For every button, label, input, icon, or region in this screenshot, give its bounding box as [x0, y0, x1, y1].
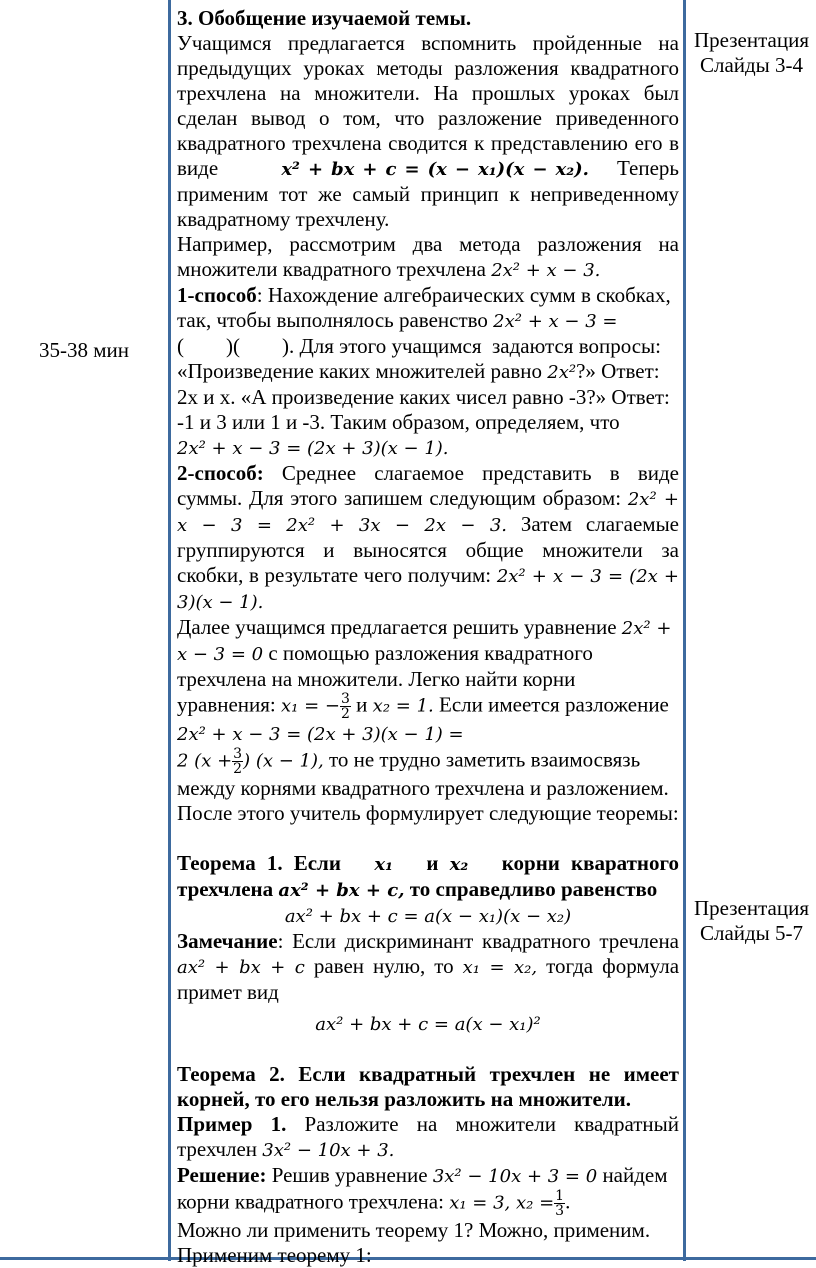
fraction-three-halves-2: $\frac{3}{2}$	[233, 746, 243, 777]
resource-slides-3-4: Презентация Слайды 3-4	[694, 28, 809, 77]
theorem-1-formula: ax² + bx + c = a(x − x₁)(x − x₂)	[284, 906, 572, 927]
content-column	[174, 0, 679, 1268]
theorem-1: Теорема 1. Если x₁ и x₂ корни кваратного трехчлена ax² + bx + c, то справедливо равенство	[177, 851, 680, 901]
fraction-one-third: $\frac{1}{3}$	[555, 1188, 565, 1219]
fraction-three-halves: $\frac{3}{2}$	[341, 691, 350, 722]
example-1: Пример 1. Разложите на множители квадратный трехчлен 3x² − 10x + 3.	[177, 1112, 680, 1161]
theorem-2: Теорема 2. Если квадратный трехчлен не имеет корней, то его нельзя разложить на множители.	[177, 1062, 679, 1111]
paragraph-example: Например, рассмотрим два метода разложения на множители квадратного трехчлена 2x² + x − 3.	[177, 232, 679, 281]
table-border-left-col	[168, 0, 171, 1261]
method-1: 1-способ: Нахождение алгебраических сумм в скобках, так, чтобы выполнялось равенство 2x² + x − 3 = ( )( ). Для этого учащимся задаются вопросы: «Произведение каких множителей равно 2x²?» Ответ: 2x и x. «А произведение каких чисел равно -3?» Ответ: -1 и 3 или 1 и -3. Таким образом, определяем, что 2x² + x − 3 = (2x + 3)(x − 1).	[177, 283, 671, 459]
time-column	[0, 0, 168, 1258]
paragraph-intro: Учащимся предлагается вспомнить пройденные на предыдущих уроках методы разложения квадратного трехчлена на множители. На прошлых уроках был сделан вывод о том, что разложение приведенного квадратного трехчлена сводится к представлению его в виде x² + bx + c = (x − x₁)(x − x₂). Теперь применим тот же самый принцип к неприведенному квадратному трехчлену.	[177, 31, 680, 231]
method-1-result: 2x² + x − 3 = (2x + 3)(x − 1).	[177, 438, 449, 459]
time-cell: 35-38 мин	[38, 338, 129, 362]
method-2: 2-способ: Среднее слагаемое представить в виде суммы. Для этого запишем следующим образом: 2x² + x − 3 = 2x² + 3x − 2x − 3. Затем слагаемые группируются и выносятся общие множители за скобки, в результате чего получим: 2x² + x − 3 = (2x + 3)(x − 1).	[177, 461, 680, 613]
paragraph-equation: Далее учащимся предлагается решить уравнение 2x² + x − 3 = 0 с помощью разложения квадратного трехчлена на множители. Легко найти корни уравнения: x₁ = − $\frac{3}{2}$ и x₂ = 1. Если имеется разложение 2x² + x − 3 = (2x + 3)(x − 1) = 2 (x + $\frac{3}{2}$ ) (x − 1), то не трудно заметить взаимосвязь между корнями квадратного трехчлена и разложением. После этого учитель формулирует следующие теоремы:	[177, 615, 679, 825]
section-title: 3. Обобщение изучаемой темы.	[177, 6, 472, 30]
reduced-trinomial-formula: x² + bx + c = (x − x₁)(x − x₂).	[281, 159, 589, 180]
solution: Решение: Решив уравнение 3x² − 10x + 3 = 0 найдем корни квадратного трехчлена: x₁ = 3, x₂ = $\frac{1}{3}$ .	[177, 1163, 668, 1219]
remark-formula: ax² + bx + c = a(x − x₁)²	[315, 1014, 541, 1035]
remark: Замечание: Если дискриминант квадратного тречлена ax² + bx + c равен нулю, то x₁ = x₂, тогда формула примет вид	[177, 929, 680, 1004]
question-line: Можно ли применить теорему 1? Можно, применим.	[177, 1218, 651, 1242]
last-line: Применим теорему 1:	[177, 1243, 372, 1267]
resource-slides-5-7: Презентация Слайды 5-7	[694, 896, 809, 945]
method-2-result: 2x² + x − 3 = (2x + 3)(x − 1).	[177, 566, 680, 613]
table-border-right-col	[683, 0, 686, 1261]
